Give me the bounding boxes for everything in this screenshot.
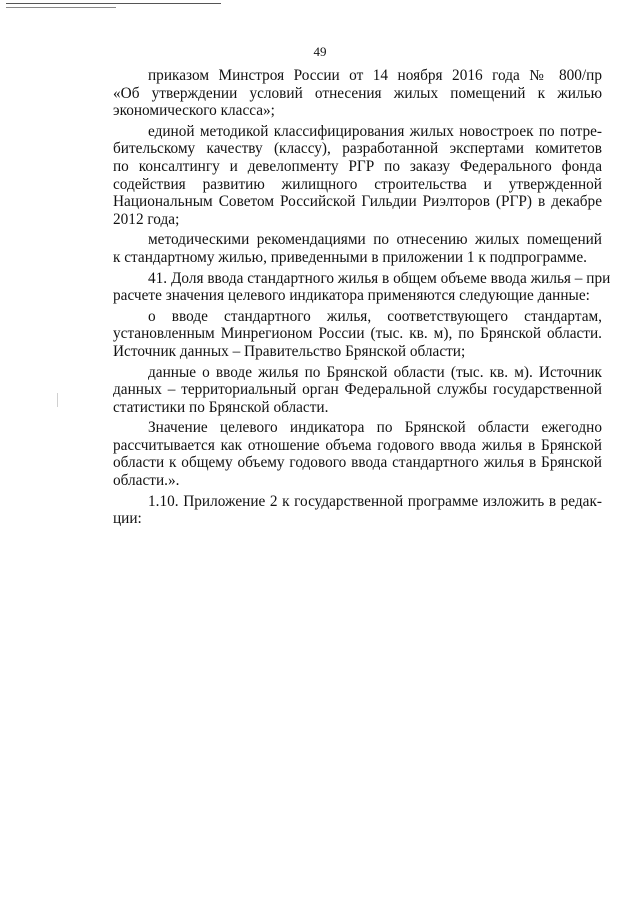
paragraph-line: Значение целевого индикатора по Брянской области ежегодно xyxy=(148,419,602,437)
paragraph-line: области.». xyxy=(113,472,180,490)
paragraph-line: «Об утверждении условий отнесения жилых помещений к жилью xyxy=(113,84,602,102)
paragraph-line: данных – территориальный орган Федеральной службы государственной xyxy=(113,381,602,399)
page-number: 49 xyxy=(313,44,327,59)
paragraph-line: Национальным Советом Российской Гильдии Риэлторов (РГР) в декабре xyxy=(113,193,602,211)
paragraph-line: 2012 года; xyxy=(113,210,180,228)
paragraph-line: статистики по Брянской области. xyxy=(113,398,329,416)
paragraph-line: ции: xyxy=(113,510,142,528)
paragraph-line: 41. Доля ввода стандартного жилья в общем объеме ввода жилья – при xyxy=(148,269,611,287)
paragraph-line: методическими рекомендациями по отнесению жилых помещений xyxy=(148,231,602,249)
paragraph-line: расчете значения целевого индикатора применяются следующие данные: xyxy=(113,287,590,305)
paragraph-line: по консалтингу и девелопменту РГР по заказу Федерального фонда xyxy=(113,157,602,175)
paragraph-line: Источник данных – Правительство Брянской области; xyxy=(113,342,466,360)
header-rule-secondary xyxy=(6,7,116,8)
paragraph-line: установленным Минрегионом России (тыс. кв. м), по Брянской области. xyxy=(113,325,602,343)
paragraph xyxy=(113,364,602,417)
paragraph xyxy=(113,493,602,528)
header-rule xyxy=(6,3,221,4)
paragraph xyxy=(113,123,602,229)
paragraph-line: единой методикой классифицирования жилых новостроек по потре- xyxy=(148,122,602,140)
document-body xyxy=(113,67,611,528)
paragraph-line: области к общему объему годового ввода стандартного жилья в Брянской xyxy=(113,454,602,472)
paragraph-line: приказом Минстроя России от 14 ноября 2016 года № 800/пр xyxy=(148,67,602,84)
paragraph-line: 1.10. Приложение 2 к государственной программе изложить в редак- xyxy=(148,492,602,510)
paragraph-line: данные о вводе жилья по Брянской области (тыс. кв. м). Источник xyxy=(148,363,602,381)
paragraph xyxy=(113,231,602,266)
paragraph-line: о вводе стандартного жилья, соответствующего стандартам, xyxy=(148,307,602,325)
paragraph xyxy=(113,419,602,489)
paragraph-line: рассчитывается как отношение объема годового ввода жилья в Брянской xyxy=(113,436,602,454)
paragraph-line: к стандартному жилью, приведенными в приложении 1 к подпрограмме. xyxy=(113,248,587,266)
paragraph-line: бительскому качеству (классу), разработанной экспертами комитетов xyxy=(113,140,602,158)
paragraph-line: экономического класса»; xyxy=(113,102,275,120)
paragraph-line: содействия развитию жилищного строительства и утвержденной xyxy=(113,175,602,193)
margin-mark xyxy=(57,393,58,407)
paragraph xyxy=(113,308,602,361)
paragraph xyxy=(113,269,611,305)
paragraph xyxy=(113,67,602,120)
